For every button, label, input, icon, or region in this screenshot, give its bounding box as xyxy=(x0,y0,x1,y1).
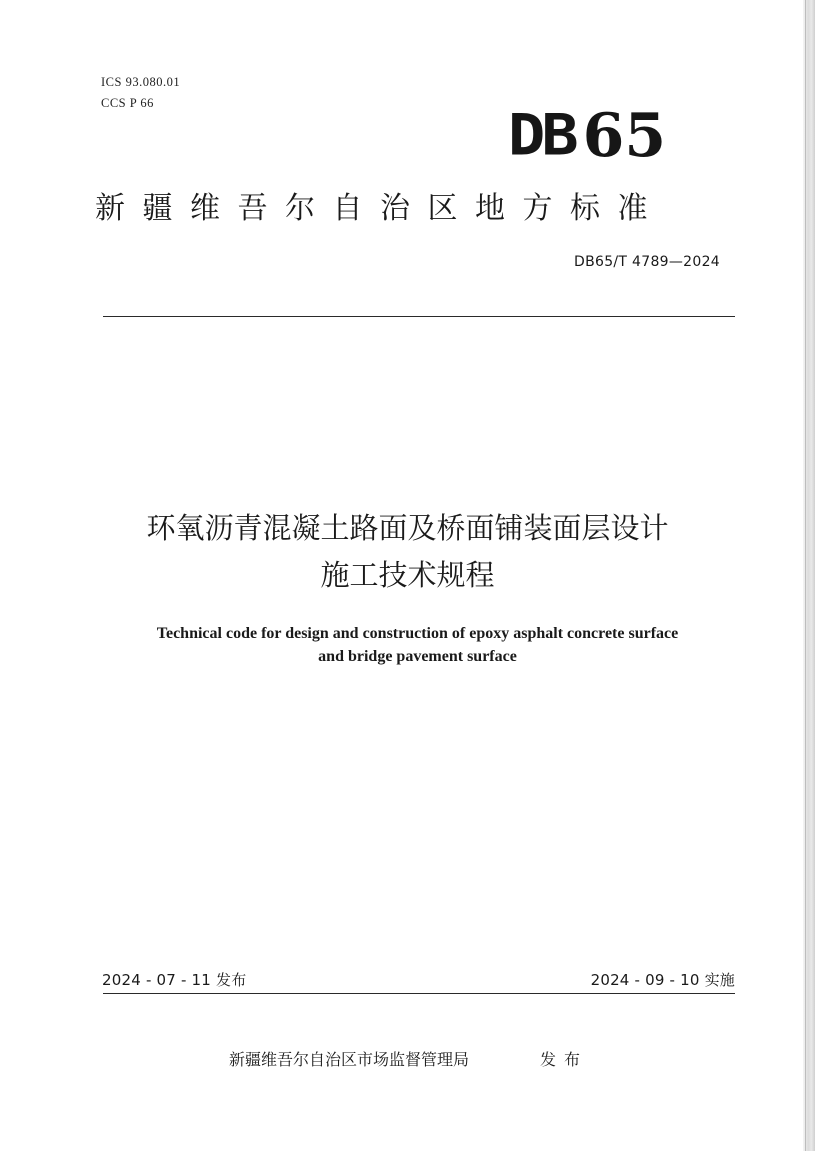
issue-date: 2024 - 07 - 11 发布 xyxy=(102,971,247,989)
implementation-date: 2024 - 09 - 10 实施 xyxy=(590,971,735,989)
logo-number: 65 xyxy=(582,101,667,171)
standard-type-heading: 新疆维吾尔自治区地方标准 xyxy=(95,191,665,226)
db65-logo xyxy=(508,100,688,170)
title-en-line-1: Technical code for design and construction of epoxy asphalt concrete surface xyxy=(156,625,679,642)
bottom-divider xyxy=(103,993,735,994)
top-divider xyxy=(103,316,735,317)
standard-number: DB65/T 4789—2024 xyxy=(574,254,720,270)
logo-letters: DB xyxy=(508,100,575,169)
issue-action-label: 发布 xyxy=(540,1050,589,1069)
title-zh-line-1: 环氧沥青混凝土路面及桥面铺装面层设计 xyxy=(146,511,669,545)
scan-edge-line xyxy=(805,0,806,1151)
title-en-line-2: and bridge pavement surface xyxy=(318,648,517,665)
title-zh-line-2: 施工技术规程 xyxy=(320,558,495,592)
ics-code: ICS 93.080.01 xyxy=(101,75,181,89)
issuing-authority: 新疆维吾尔自治区市场监督管理局 xyxy=(229,1050,470,1069)
ccs-code: CCS P 66 xyxy=(101,96,154,110)
